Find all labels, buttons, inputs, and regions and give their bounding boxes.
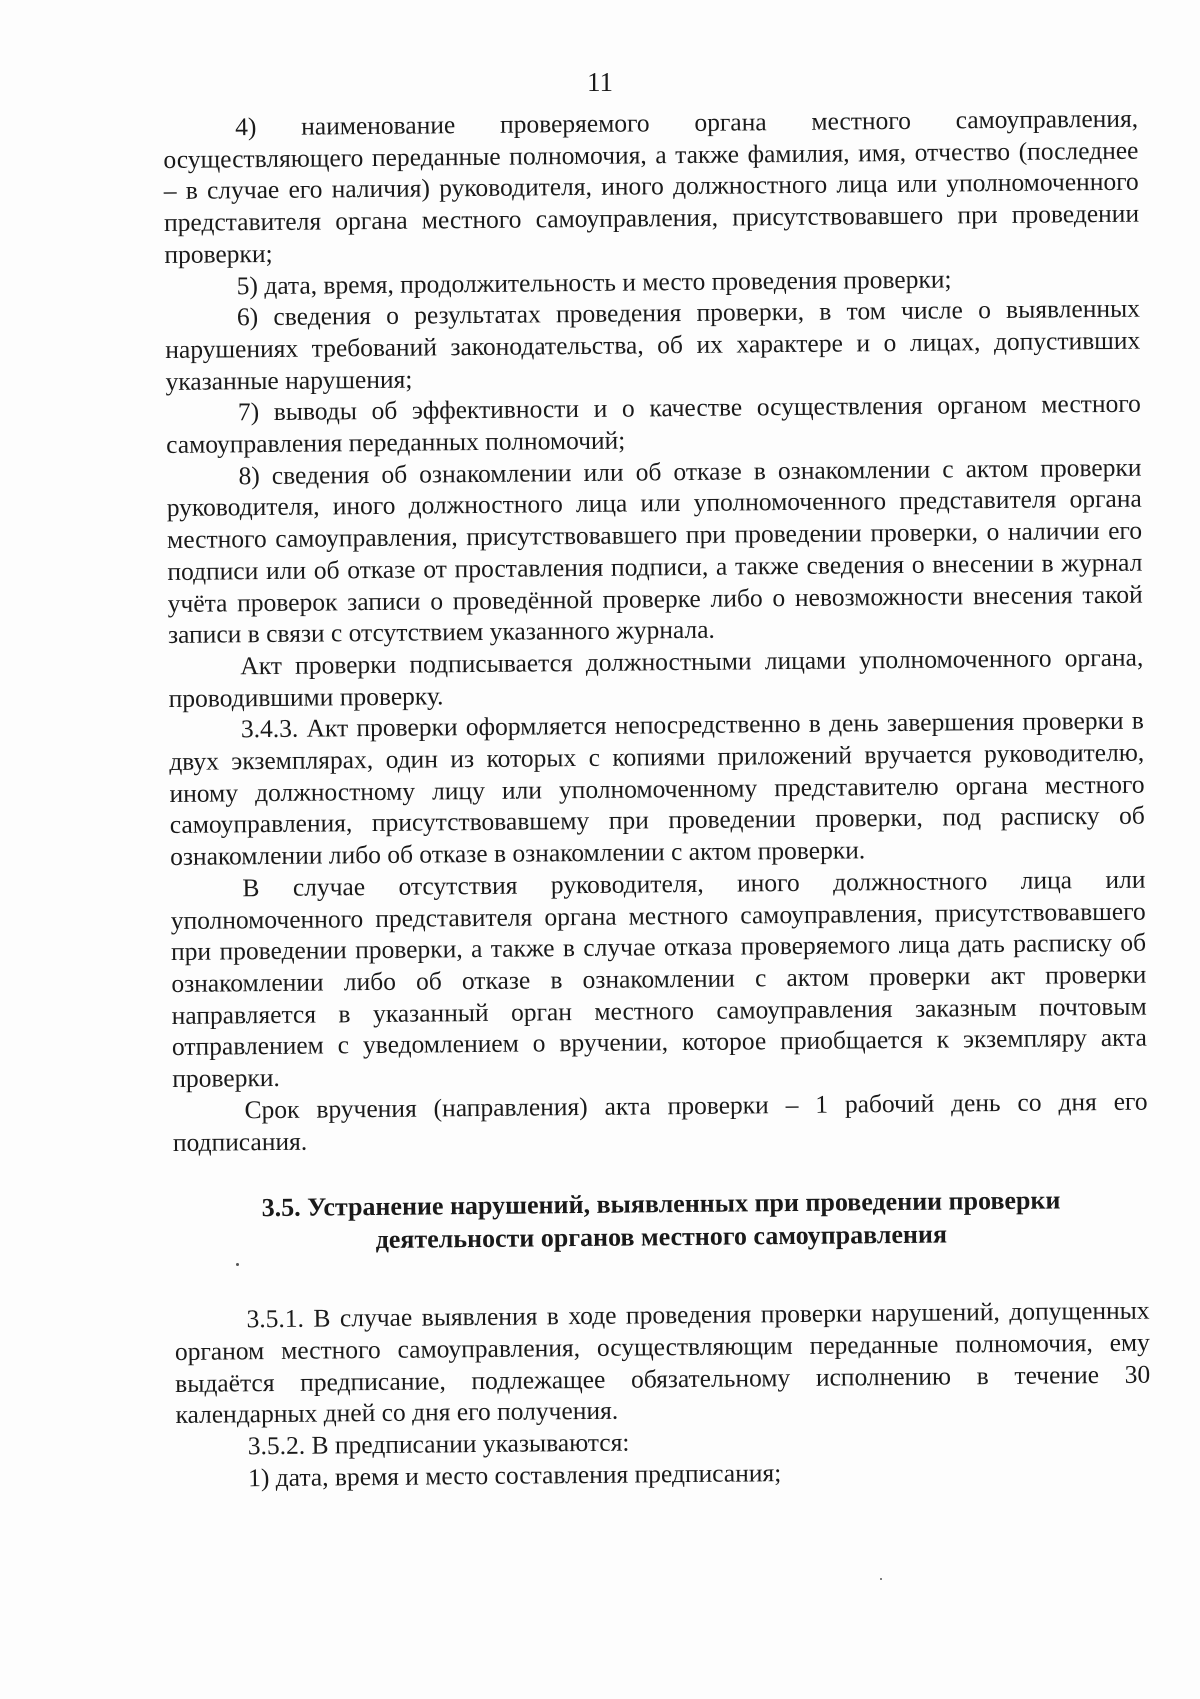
scan-speck [880,1578,882,1580]
paragraph-delivery-term: Срок вручения (направления) акта проверки – 1 рабочий день со дня его подписания. [172,1086,1148,1157]
list-item-5: 5) дата, время, продолжительность и место проведения проверки; [236,263,952,300]
list-item-6: 6) сведения о результатах проведения проверки, в том числе о выявленных нарушениях требований законодательства, об их характере и о лицах, допустивших указанные нарушения; [165,293,1141,396]
list-item-1: 1) дата, время и место составления предписания; [247,1457,782,1492]
list-item-8: 8) сведения об ознакомлении или об отказе в ознакомлении с актом проверки руководителя, иного должностного лица или уполномоченного представителя органа местного самоуправления, присутствовавшего при проведении проверки, о наличии его подписи или об отказе от проставления подписи, а также сведения о внесении в журнал учёта проверок записи о проведённой проверке либо о невозможности внесения такой записи в связи с отсутствием указанного журнала. [166,452,1143,650]
list-item-4: 4) наименование проверяемого органа местного самоуправления, осуществляющего переданные полномочия, а также фамилия, имя, отчество (последнее – в случае его наличия) руководителя, иного должностного лица или уполномоченного представителя органа местного самоуправления, присутствовавшего при проведении проверки; [163,103,1140,269]
scan-speck [236,1263,239,1266]
paragraph-3-5-1: 3.5.1. В случае выявления в ходе проведения проверки нарушений, допущенных органом местного самоуправления, осуществляющим переданные полномочия, ему выдаётся предписание, подлежащее обязательному исполнению в течение 30 календарных дней со дня его получения. [174,1295,1151,1430]
paragraph-3-5-2: 3.5.2. В предписании указываются: [247,1427,630,1461]
page-number: 11 [587,67,613,97]
document-body [163,103,1151,1495]
paragraph-absence-case: В случае отсутствия руководителя, иного должностного лица или уполномоченного представителя органа местного самоуправления, присутствовавшего при проведении проверки, а также в случае отказа проверяемого лица дать расписку об ознакомлении либо об отказе в ознакомлении с актом проверки акт проверки направляется в указанный орган местного самоуправления заказным почтовым отправлением с уведомлением о вручении, которое приобщается к экземпляру акта проверки. [170,864,1148,1094]
list-item-7: 7) выводы об эффективности и о качестве осуществления органом местного самоуправления переданных полномочий; [166,388,1141,460]
section-heading-3-5: 3.5. Устранение нарушений, выявленных при проведении проверки деятельности органов местного самоуправления [261,1185,1061,1255]
paragraph-act-signing: Акт проверки подписывается должностными лицами уполномоченного органа, проводившими проверку. [168,642,1144,713]
paragraph-3-4-3: 3.4.3. Акт проверки оформляется непосредственно в день завершения проверки в двух экземплярах, один из которых с копиями приложений вручается руководителю, иному должностному лицу или уполномоченному представителю органа местного самоуправления, присутствовавшему при проведении проверки, под расписку об ознакомлении либо об отказе в ознакомлении с актом проверки. [169,705,1145,872]
